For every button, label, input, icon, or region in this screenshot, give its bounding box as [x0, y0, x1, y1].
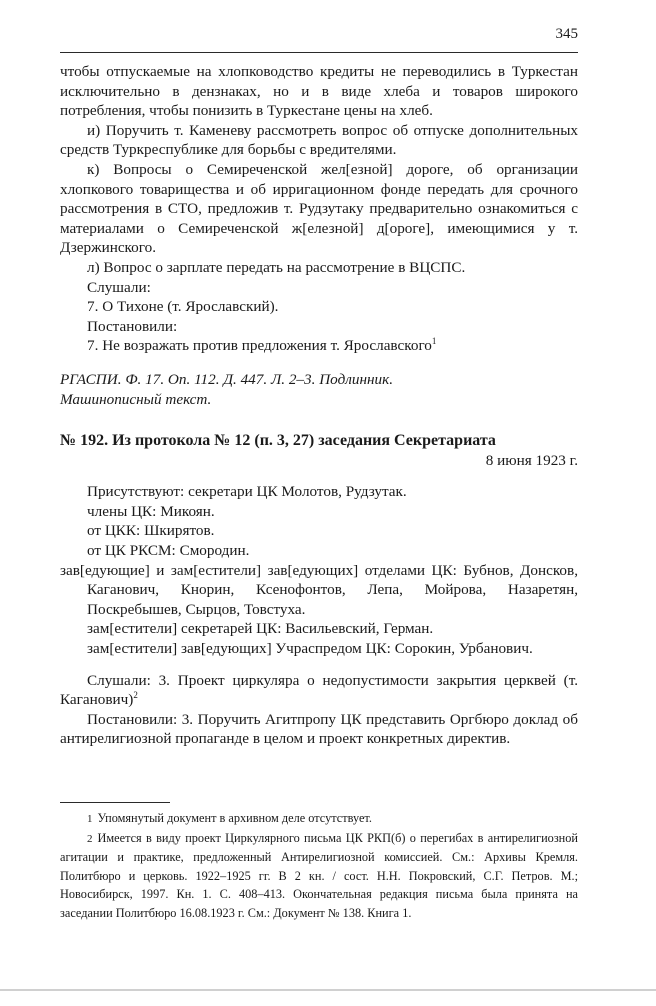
attendance-line: от ЦКК: Шкирятов.	[87, 522, 215, 540]
footnote-ref-2[interactable]: 2	[133, 690, 138, 701]
header-rule	[60, 52, 578, 53]
resolution-item-i: и) Поручить т. Каменеву рассмотреть вопрос об отпуске дополнительных средств Туркреспублике для борьбы с вредителями.	[60, 121, 578, 159]
footnote-marker: 2	[87, 832, 93, 845]
footnote-rule	[60, 802, 170, 803]
resolved-paragraph: Постановили: 3. Поручить Агитпропу ЦК представить Оргбюро доклад об антирелигиозной пропаганде в целом и проект конкретных директив.	[60, 710, 578, 748]
resolution-item-k: к) Вопросы о Семиреченской жел[езной] дороге, об организации хлопкового товарищества и об ирригационном фонде передать для срочного рассмотрения в СТО, предложив т. Рудзутаку предварительно ознакомиться с материалами о Семиреченской ж[елезной] д[ороге], имеющимися у т. Дзержинского.	[60, 160, 578, 257]
resolved-item	[60, 336, 578, 356]
footnote-text: Имеется в виду проект Циркулярного письма ЦК РКП(б) о перегибах в антирелигиозной агитации и практике, предложенный Антирелигиозной комиссией. См.: Архивы Кремля. Политбюро и церковь. 1922–1925 гг. В 2 кн. / сост. Н.Н. Покровский, С.Г. Петров. М.; Новосибирск, 1997. Кн. 1. С. 408–413. Окончательная редакция письма была принята на заседании Политбюро 16.08.1923 г. См.: Документ № 138. Книга 1.	[60, 830, 578, 920]
footnote-1	[60, 809, 578, 829]
footnote-2	[60, 829, 578, 923]
resolved-label: Постановили:	[87, 317, 178, 335]
footnote-ref-1[interactable]: 1	[431, 336, 437, 347]
heard-paragraph	[60, 671, 578, 710]
attendance-line: зам[естители] секретарей ЦК: Васильевский, Герман.	[87, 620, 434, 638]
continuation-paragraph: чтобы отпускаемые на хлопководство кредиты не переводились в Туркестан исключительно в дензнаках, но и в виде хлеба и товаров широкого потребления, чтобы понизить в Туркестане цены на хлеб.	[60, 63, 578, 120]
attendance-list	[60, 482, 578, 560]
footnotes	[60, 809, 578, 922]
resolved-item-text: 7. Не возражать против предложения т. Ярославского	[87, 337, 432, 355]
heard-item: 7. О Тихоне (т. Ярославский).	[87, 298, 279, 316]
document-date: 8 июня 1923 г.	[485, 451, 578, 469]
source-note-line1: РГАСПИ. Ф. 17. Оп. 112. Д. 447. Л. 2–3. Подлинник.	[60, 370, 394, 388]
source-note	[60, 370, 578, 409]
footnote-text: Упомянутый документ в архивном деле отсутствует.	[97, 811, 372, 825]
attendance-line: от ЦК РКСМ: Смородин.	[87, 542, 250, 560]
attendance-heads: зав[едующие] и зам[естители] зав[едующих] отделами ЦК: Бубнов, Донсков, Каганович, Кнорин, Ксенофонтов, Лепа, Мойрова, Назаретян, Поскребышев, Сырцов, Товстуха.	[60, 561, 578, 618]
heard-text: Слушали: 3. Проект циркуляра о недопустимости закрытия церквей (т. Каганович)	[60, 671, 578, 709]
footnote-marker: 1	[87, 813, 93, 825]
resolution-item-l: л) Вопрос о зарплате передать на рассмотрение в ВЦСПС.	[87, 258, 466, 276]
attendance-line: Присутствуют: секретари ЦК Молотов, Рудзутак.	[87, 483, 407, 501]
page-body	[60, 62, 578, 749]
attendance-line: члены ЦК: Микоян.	[87, 502, 215, 520]
attendance-deputies	[60, 619, 578, 658]
heard-label: Слушали:	[87, 278, 151, 296]
page-number: 345	[555, 26, 578, 42]
attendance-line: зам[естители] зав[едующих] Учраспредом ЦК: Сорокин, Урбанович.	[87, 640, 533, 658]
source-note-line2: Машинописный текст.	[60, 390, 212, 408]
document-title: № 192. Из протокола № 12 (п. 3, 27) заседания Секретариата	[60, 432, 496, 450]
page-bottom-edge	[0, 989, 656, 991]
